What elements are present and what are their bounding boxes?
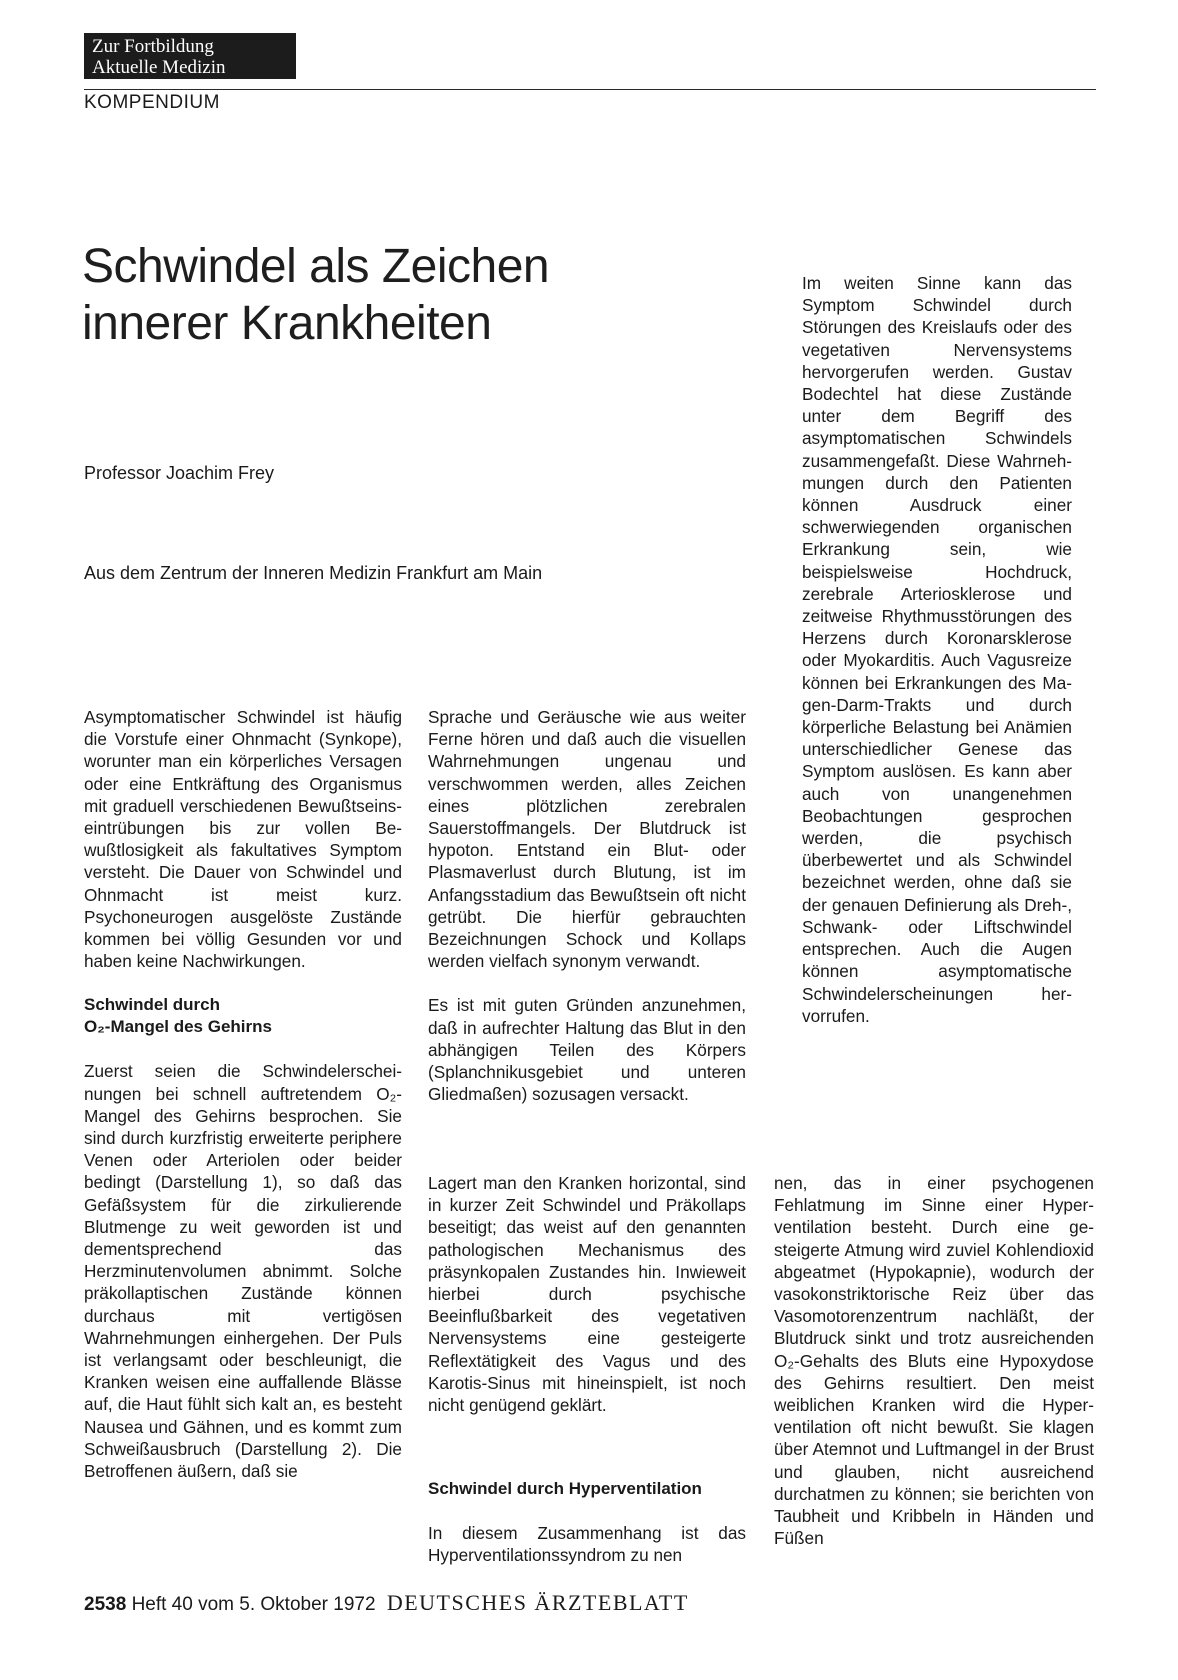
page-footer	[84, 1590, 689, 1616]
author: Professor Joachim Frey	[84, 463, 275, 483]
paragraph: Lagert man den Kranken horizontal, sind in kurzer Zeit Schwindel und Präkollaps beseitigt; das weist auf den genannten pathologischen Mechanismus des präsynkopalen Zustandes hin. Inwieweit hierbei durch psychische Beeinflußbarkeit des vegetativen Nervensystems eine gesteigerte Reflextätigkeit des Vagus und des Karotis-Sinus mit hineinspielt, ist noch nicht genügend geklärt.	[428, 1173, 746, 1416]
header-rule	[84, 89, 1096, 90]
paragraph: nen, das in einer psychogenen Fehlatmung im Sinne einer Hyperventilation besteht. Durch eine gesteigerte Atmung wird zuviel Kohlendioxid abgeatmet (Hypokapnie), wodurch der vasokonstriktorische Reiz über das Vasomotorenzentrum nachläßt, der Blutdruck sinkt und trotz ausreichenden O₂-Gehalts des Bluts eine Hypoxydose des Gehirns resultiert. Den meist weiblichen Kranken wird die Hyperventilation oft nicht bewußt. Sie klagen über Atemnot und Luftmangel in der Brust und glauben, nicht ausreichend durchatmen zu können; sie berichten von Taubheit und Kribbeln in Händen und Füßen	[774, 1173, 1094, 1549]
column-left	[84, 706, 402, 1482]
title-line-1: Schwindel als Zeichen	[82, 240, 550, 293]
paragraph: Es ist mit guten Gründen anzunehmen, daß in aufrechter Haltung das Blut in den abhängigen Teilen des Körpers (Splanchnikusgebiet und unteren Gliedmaßen) sozusagen versackt.	[428, 995, 746, 1105]
column-middle-bottom	[428, 1172, 746, 1416]
paragraph: In diesem Zusammenhang ist das Hyperventilationssyndrom zu nen	[428, 1523, 746, 1566]
paragraph: Sprache und Geräusche wie aus weiter Ferne hören und daß auch die visuellen Wahrnehmungen ungenau und verschwommen werden, alles Zeichen eines plötzlichen zerebralen Sauerstoffmangels. Der Blutdruck ist hypoton. Entstand ein Blut- oder Plasmaverlust durch Blutung, ist im Anfangsstadium das Bewußtsein oft nicht getrübt. Die hierfür gebrauchten Bezeichnungen Schock und Kollaps werden vielfach synonym verwandt.	[428, 707, 746, 972]
subheading-line-1: Schwindel durch	[84, 995, 221, 1015]
paragraph: Asymptomatischer Schwindel ist häufig die Vorstufe einer Ohnmacht (Synkope), worunter man ein körperliches Versagen oder eine Entkräftung des Organismus mit graduell verschiedenen Bewußtseinseintrübungen bis zur vollen Bewußtlosigkeit als fakultatives Symptom versteht. Die Dauer von Schwindel und Ohnmacht ist meist kurz. Psychoneurogen ausgelöste Zustände kommen bei völlig Gesunden vor und haben keine Nachwirkungen.	[84, 707, 402, 972]
column-right-bottom	[774, 1172, 1094, 1549]
series-badge	[84, 33, 296, 79]
issue-info: Heft 40 vom 5. Oktober 1972	[131, 1594, 376, 1615]
subheading: Schwindel durch Hyperventilation	[428, 1479, 702, 1498]
column-middle-section	[428, 1478, 746, 1566]
column-right-top	[802, 272, 1072, 1027]
paragraph: Zuerst seien die Schwindelerscheinungen bei schnell auftretendem O₂-Mangel des Gehirns besprochen. Sie sind durch kurzfristig erweiterte periphere Venen oder Arteriolen oder beider bedingt (Darstellung 1), so daß das Gefäßsystem für die zirkulierende Blutmenge zu weit geworden ist und dementsprechend das Herzminutenvolumen abnimmt. Solche präkollaptischen Zustände können durchaus mit vertigösen Wahrnehmungen einhergehen. Der Puls ist verlangsamt oder beschleunigt, die Kranken weisen eine auffallende Blässe auf, die Haut fühlt sich kalt an, es besteht Nausea und Gähnen, und es kommt zum Schweißausbruch (Darstellung 2). Die Betroffenen äußern, daß sie	[84, 1061, 402, 1482]
subheading	[84, 994, 402, 1038]
page-number: 2538	[84, 1594, 127, 1615]
paragraph: Im weiten Sinne kann das Symptom Schwindel durch Störungen des Kreislaufs oder des vegetativen Nervensystems hervorgerufen werden. Gustav Bodechtel hat diese Zustände unter dem Begriff des asymptomatischen Schwindels zusammengefaßt. Diese Wahrnehmungen durch den Patienten können Ausdruck einer schwerwiegenden organischen Erkrankung sein, wie beispielsweise Hochdruck, zerebrale Arteriosklerose und zeitweise Rhythmusstörungen des Herzens durch Koronarsklerose oder Myokarditis. Auch Vagusreize können bei Erkrankungen des Magen-Darm-Trakts und durch körperliche Belastung bei Anämien unterschiedlicher Genese das Symptom auslösen. Es kann aber auch von unangenehmen Beobachtungen gesprochen werden, die psychisch überbewertet und als Schwindel bezeichnet werden, ohne daß sie der genauen Definierung als Dreh-, Schwank- oder Liftschwindel entsprechen. Auch die Augen können asymptomatische Schwindelerscheinungen hervorrufen.	[802, 273, 1072, 1026]
section-label: KOMPENDIUM	[84, 92, 220, 113]
badge-line-1: Zur Fortbildung	[92, 36, 214, 57]
affiliation: Aus dem Zentrum der Inneren Medizin Frankfurt am Main	[84, 563, 543, 583]
badge-line-2: Aktuelle Medizin	[92, 57, 226, 78]
column-middle-top	[428, 706, 746, 1105]
title-line-2: innerer Krankheiten	[82, 297, 492, 350]
subheading-line-2: O₂-Mangel des Gehirns	[84, 1017, 272, 1037]
article-title	[82, 238, 722, 352]
journal-name: DEUTSCHES ÄRZTEBLATT	[386, 1590, 689, 1615]
